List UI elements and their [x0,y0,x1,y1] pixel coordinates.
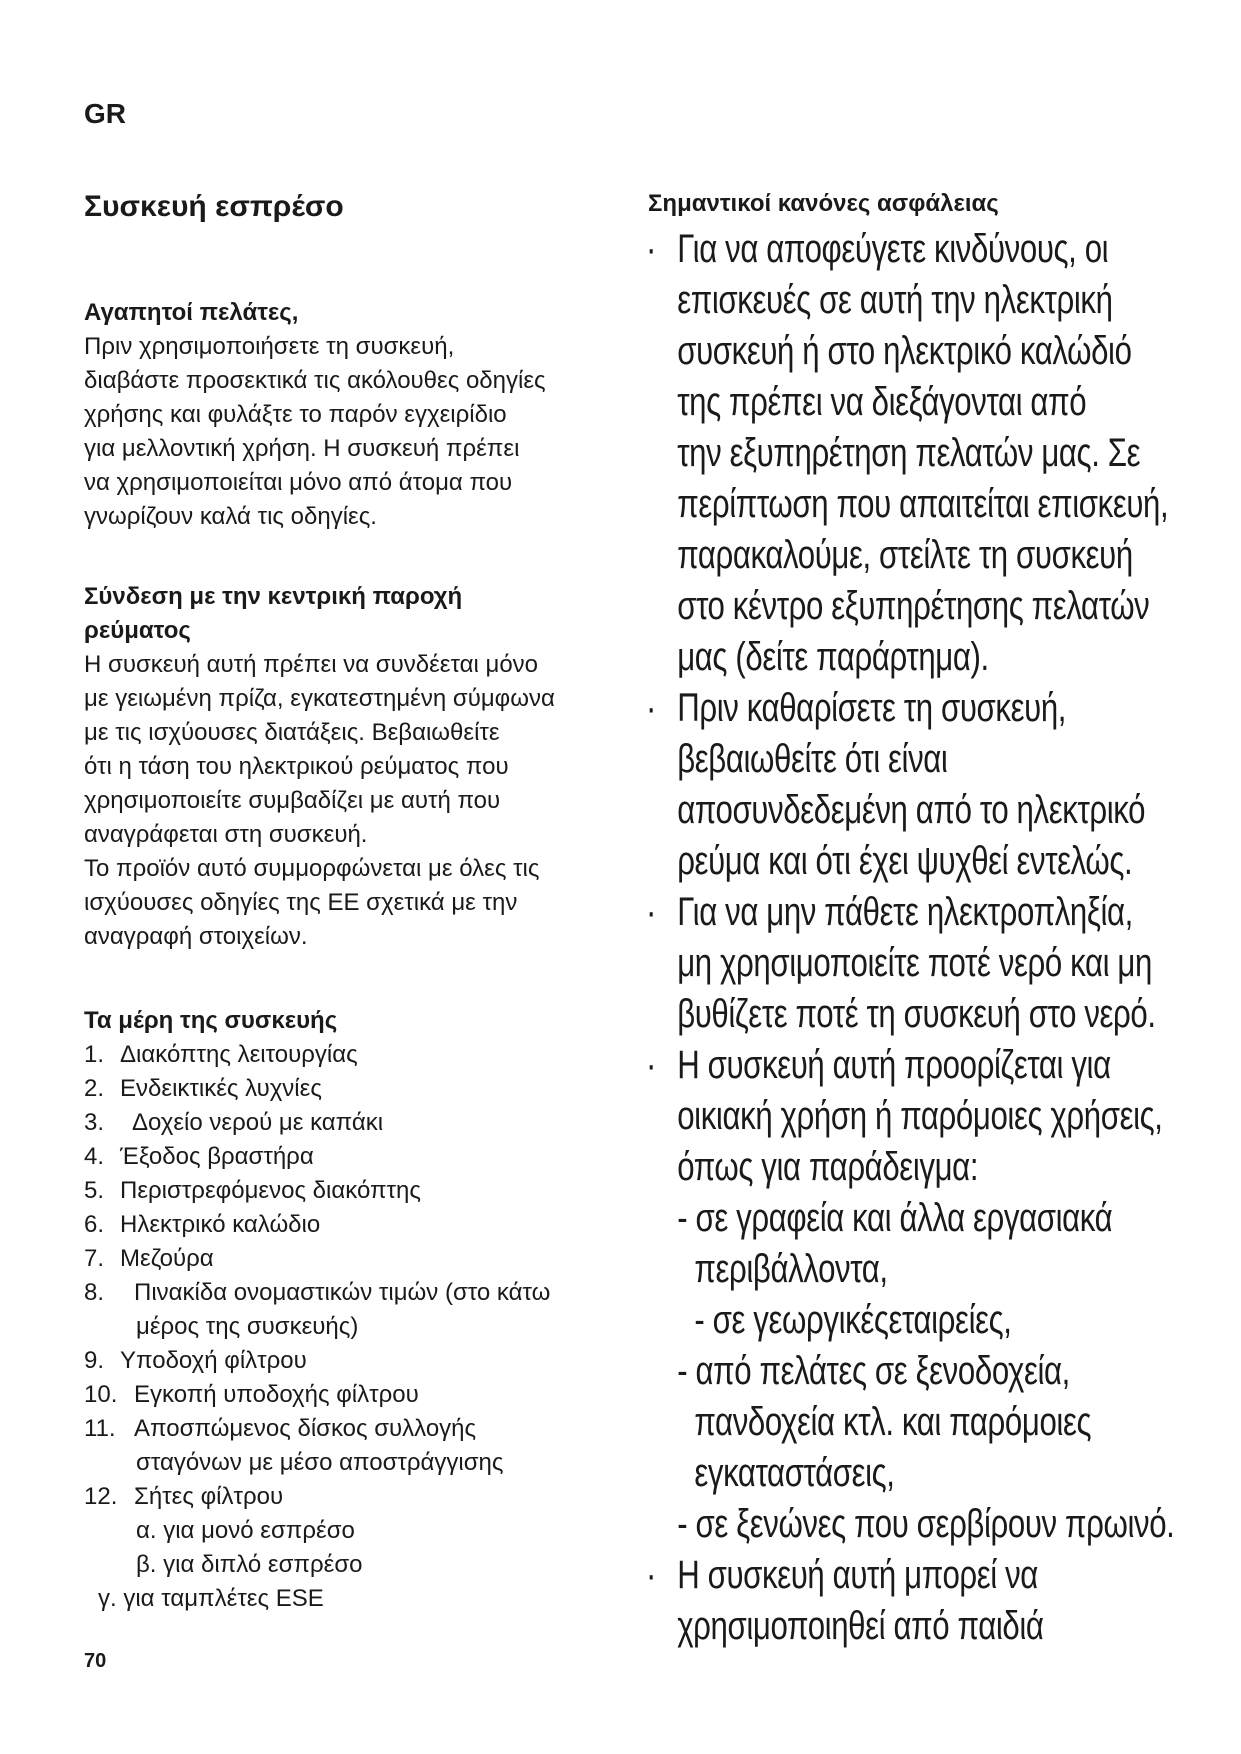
parts-section [84,1004,604,1616]
list-item [84,1072,604,1106]
rule-line: επισκευές σε αυτή την ηλεκτρική [677,278,1113,322]
rule-text: Για να μην πάθετε ηλεκτροπληξία, [677,890,1133,934]
power-line: Η συσκευή αυτή πρέπει να συνδέεται μόνο [84,651,539,678]
power-section [84,580,604,954]
list-item [84,1140,604,1174]
dash-item: - σε γεωργικέςεταιρείες, [694,1298,1012,1342]
rule-line: χρησιμοποιηθεί από παιδιά [677,1604,1044,1648]
list-item [84,1038,604,1072]
rule-text: Για να αποφεύγετε κινδύνους, οι [677,227,1109,271]
rule-text: Η συσκευή αυτή προορίζεται για [677,1043,1111,1087]
greeting-line: να χρησιμοποιείται μόνο από άτομα που [84,469,513,496]
parts-heading: Τα μέρη της συσκευής [84,1007,338,1034]
item-number: 4. [84,1143,105,1170]
item-text: Ενδεικτικές λυχνίες [120,1075,322,1102]
parts-list [84,1038,604,1616]
list-subitem [84,1548,604,1582]
power-line: ισχύουσες οδηγίες της ΕΕ σχετικά με την [84,889,518,916]
item-number: 2. [84,1075,105,1102]
list-subitem [84,1514,604,1548]
bullet-icon: · [646,890,657,934]
greeting-heading: Αγαπητοί πελάτες, [84,299,299,326]
item-text: β. για διπλό εσπρέσο [136,1551,363,1578]
rule-line: της πρέπει να διεξάγονται από [677,380,1087,424]
item-text: μέρος της συσκευής) [136,1313,359,1340]
power-line: με γειωμένη πρίζα, εγκατεστημένη σύμφωνα [84,685,555,712]
item-text: Δοχείο νερού με καπάκι [120,1109,384,1136]
rule-line: περίπτωση που απαιτείται επισκευή, [677,482,1169,526]
item-text: Ηλεκτρικό καλώδιο [120,1211,321,1238]
item-number: 11. [84,1415,116,1442]
bullet-line [646,1040,1111,1091]
bullet-icon: · [646,1043,657,1087]
list-item [84,1174,604,1208]
bullet-line [646,887,1133,938]
list-item-cont [84,1310,604,1344]
rule-text: Πριν καθαρίσετε τη συσκευή, [677,686,1067,730]
page-number: 70 [84,1650,107,1672]
bullet-line [646,224,1109,275]
item-number: 10. [84,1381,118,1408]
list-item [84,1412,604,1446]
dash-item-cont: εγκαταστάσεις, [694,1451,895,1495]
list-item-cont [84,1446,604,1480]
item-number: 5. [84,1177,105,1204]
item-text: Εγκοπή υποδοχής φίλτρου [134,1381,419,1408]
page-title: Συσκευή εσπρέσο [84,190,344,223]
rule-line: αποσυνδεδεμένη από το ηλεκτρικό [677,788,1146,832]
item-number: 8. [84,1279,105,1306]
bullet-line [646,1550,1098,1601]
dash-item: - σε γραφεία και άλλα εργασιακά [677,1196,1113,1240]
item-text: γ. για ταμπλέτες ESE [98,1585,324,1612]
list-item [84,1242,604,1276]
rule-line: μας (δείτε παράρτημα). [677,635,989,679]
item-text: Αποσπώμενος δίσκος συλλογής [134,1415,477,1442]
power-line: αναγραφή στοιχείων. [84,923,308,950]
item-text: Υποδοχή φίλτρου [120,1347,307,1374]
rule-line: βεβαιωθείτε ότι είναι [677,737,948,781]
bullet-icon: · [646,227,657,271]
item-text: Πινακίδα ονομαστικών τιμών (στο κάτω [134,1279,551,1306]
dash-item-cont: πανδοχεία κτλ. και παρόμοιες [694,1400,1092,1444]
rule-line: οικιακή χρήση ή παρόμοιες χρήσεις, [677,1094,1163,1138]
bullet-line [646,683,1098,734]
power-line: χρησιμοποιείτε συμβαδίζει με αυτή που [84,787,501,814]
item-text: Περιστρεφόμενος διακόπτης [120,1177,421,1204]
item-number: 12. [84,1483,118,1510]
item-text: Διακόπτης λειτουργίας [120,1041,358,1068]
safety-rules [646,224,1175,1652]
list-item [84,1276,604,1310]
item-text: Μεζούρα [120,1245,214,1272]
greeting-line: χρήσης και φυλάξτε το παρόν εγχειρίδιο [84,401,507,428]
rule-line: όπως για παράδειγμα: [677,1145,979,1189]
list-subitem [84,1582,604,1616]
language-code: GR [84,98,126,129]
item-text: α. για μονό εσπρέσο [136,1517,355,1544]
safety-heading: Σημαντικοί κανόνες ασφάλειας [648,190,999,217]
rule-line: συσκευή ή στο ηλεκτρικό καλώδιό [677,329,1132,373]
rule-text: Η συσκευή αυτή μπορεί να [677,1553,1038,1597]
dash-item-cont: περιβάλλοντα, [694,1247,888,1291]
list-item [84,1106,604,1140]
bullet-icon: · [646,686,657,730]
greeting-line: Πριν χρησιμοποιήσετε τη συσκευή, [84,333,455,360]
greeting-line: γνωρίζουν καλά τις οδηγίες. [84,503,377,530]
rule-line: παρακαλούμε, στείλτε τη συσκευή [677,533,1133,577]
greeting-line: για μελλοντική χρήση. Η συσκευή πρέπει [84,435,520,462]
list-item [84,1344,604,1378]
power-line: ότι η τάση του ηλεκτρικού ρεύματος που [84,753,509,780]
rule-line: την εξυπηρέτηση πελατών μας. Σε [677,431,1141,475]
greeting-section [84,296,604,534]
power-heading: Σύνδεση με την κεντρική παροχή [84,583,463,610]
item-text: σταγόνων με μέσο αποστράγγισης [136,1449,504,1476]
dash-item: - από πελάτες σε ξενοδοχεία, [677,1349,1070,1393]
item-number: 6. [84,1211,105,1238]
dash-item: - σε ξενώνες που σερβίρουν πρωινό. [677,1502,1175,1546]
list-item [84,1208,604,1242]
item-number: 3. [84,1109,105,1136]
greeting-line: διαβάστε προσεκτικά τις ακόλουθες οδηγίες [84,367,546,394]
power-line: με τις ισχύουσες διατάξεις. Βεβαιωθείτε [84,719,500,746]
list-item [84,1480,604,1514]
item-number: 7. [84,1245,105,1272]
item-number: 1. [84,1041,105,1068]
item-text: Σήτες φίλτρου [134,1483,284,1510]
power-line: Το προϊόν αυτό συμμορφώνεται με όλες τις [84,855,540,882]
rule-line: στο κέντρο εξυπηρέτησης πελατών [677,584,1150,628]
bullet-icon: · [646,1553,657,1597]
power-heading-cont: ρεύματος [84,617,191,644]
power-line: αναγράφεται στη συσκευή. [84,821,368,848]
rule-line: μη χρησιμοποιείτε ποτέ νερό και μη [677,941,1152,985]
item-number: 9. [84,1347,105,1374]
item-text: Έξοδος βραστήρα [120,1143,314,1170]
rule-line: βυθίζετε ποτέ τη συσκευή στο νερό. [677,992,1156,1036]
rule-line: ρεύμα και ότι έχει ψυχθεί εντελώς. [677,839,1133,883]
list-item [84,1378,604,1412]
